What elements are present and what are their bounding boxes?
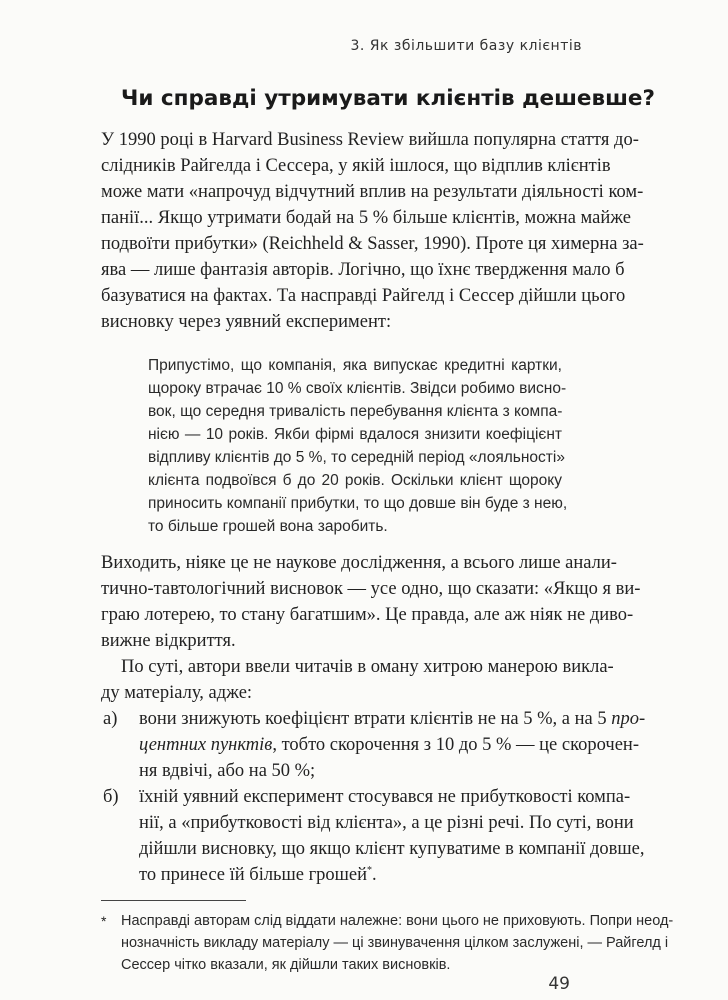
paragraph-line: подвоїти прибутки» (Reichheld & Sasser, 1990). Проте ця химерна за- xyxy=(101,234,644,254)
paragraph-line: По суті, автори ввели читачів в оману хитрою манерою викла- xyxy=(121,657,614,677)
paragraph-line: У 1990 році в Harvard Business Review вийшла популярна стаття до- xyxy=(101,130,639,150)
footnote-line: Сессер чітко вказали, як дійшли таких висновків. xyxy=(121,957,451,973)
paragraph-line: слідників Райгелда і Сессера, у якій ішлося, що відплив клієнтів xyxy=(101,156,611,176)
list-item-line xyxy=(139,732,639,758)
footnote-line: нозначність викладу матеріалу — ці звинувачення цілком заслужені, — Райгелд і xyxy=(121,935,669,951)
footnote-line: Насправді авторам слід віддати належне: вони цього не приховують. Попри неод- xyxy=(121,913,674,929)
list-label: а) xyxy=(103,709,118,729)
paragraph-line: граю лотерею, то стану багатшим». Це правда, але аж ніяк не диво- xyxy=(101,605,634,625)
quote-line: то більше грошей вона заробить. xyxy=(148,518,388,535)
list-item-line: дійшли висновку, що якщо клієнт купуватиме в компанії довше, xyxy=(139,839,645,859)
footnote-mark: * xyxy=(101,913,107,929)
quote-line: відпливу клієнтів до 5 %, то середній період «лояльності» xyxy=(148,449,565,466)
quote-line: клієнта подвоївся б до 20 років. Оскільки клієнт щороку xyxy=(148,472,562,489)
list-item-line: їхній уявний експеримент стосувався не прибутковості компа- xyxy=(139,787,631,807)
paragraph-line: ява — лише фантазія авторів. Логічно, що їхнє твердження мало б xyxy=(101,260,625,280)
list-emphasis: про- xyxy=(611,709,646,729)
list-item-line xyxy=(139,706,646,732)
quote-line: нією — 10 років. Якби фірмі вдалося знизити коефіцієнт xyxy=(148,426,562,443)
paragraph-line: може мати «напрочуд відчутний вплив на результати діяльності ком- xyxy=(101,182,644,202)
quote-line: вок, що середня тривалість перебування клієнта з компа- xyxy=(148,403,563,420)
list-item-line: нії, а «прибутковості від клієнта», а це різні речі. По суті, вони xyxy=(139,813,634,833)
quote-line: щороку втрачає 10 % своїх клієнтів. Звідси робимо висно- xyxy=(148,380,567,397)
paragraph-line: ду матеріалу, адже: xyxy=(101,683,253,703)
list-text: вони знижують коефіцієнт втрати клієнтів не на 5 %, а на 5 xyxy=(139,709,612,729)
paragraph-line: висновку через уявний експеримент: xyxy=(101,312,392,332)
page-number: 49 xyxy=(548,974,570,994)
section-heading: Чи справді утримувати клієнтів дешевше? xyxy=(121,86,655,111)
paragraph-line: панії... Якщо утримати бодай на 5 % більше клієнтів, можна майже xyxy=(101,208,631,228)
list-item-line xyxy=(139,862,583,888)
quote-line: Припустімо, що компанія, яка випускає кредитні картки, xyxy=(148,357,562,374)
list-text: , тобто скорочення з 10 до 5 % — це скорочен- xyxy=(272,735,639,755)
list-text: . xyxy=(372,865,377,885)
paragraph-line: тично-тавтологічний висновок — усе одно, що сказати: «Якщо я ви- xyxy=(101,579,641,599)
list-emphasis: центних пунктів xyxy=(139,735,273,755)
footnote-rule xyxy=(101,900,246,901)
running-head: 3. Як збільшити базу клієнтів xyxy=(350,38,582,54)
list-label: б) xyxy=(103,787,119,807)
footnote-reference[interactable]: * xyxy=(367,864,373,876)
paragraph-line: вижне відкриття. xyxy=(101,631,236,651)
list-item-line: ня вдвічі, або на 50 %; xyxy=(139,761,316,781)
paragraph-line: Виходить, ніяке це не наукове дослідження, а всього лише анали- xyxy=(101,553,617,573)
paragraph-line: базуватися на фактах. Та насправді Райгелд і Сессер дійшли цього xyxy=(101,286,626,306)
quote-line: приносить компанії прибутки, то що довше він буде з нею, xyxy=(148,495,568,512)
list-text: то принесе їй більше грошей xyxy=(139,865,368,885)
